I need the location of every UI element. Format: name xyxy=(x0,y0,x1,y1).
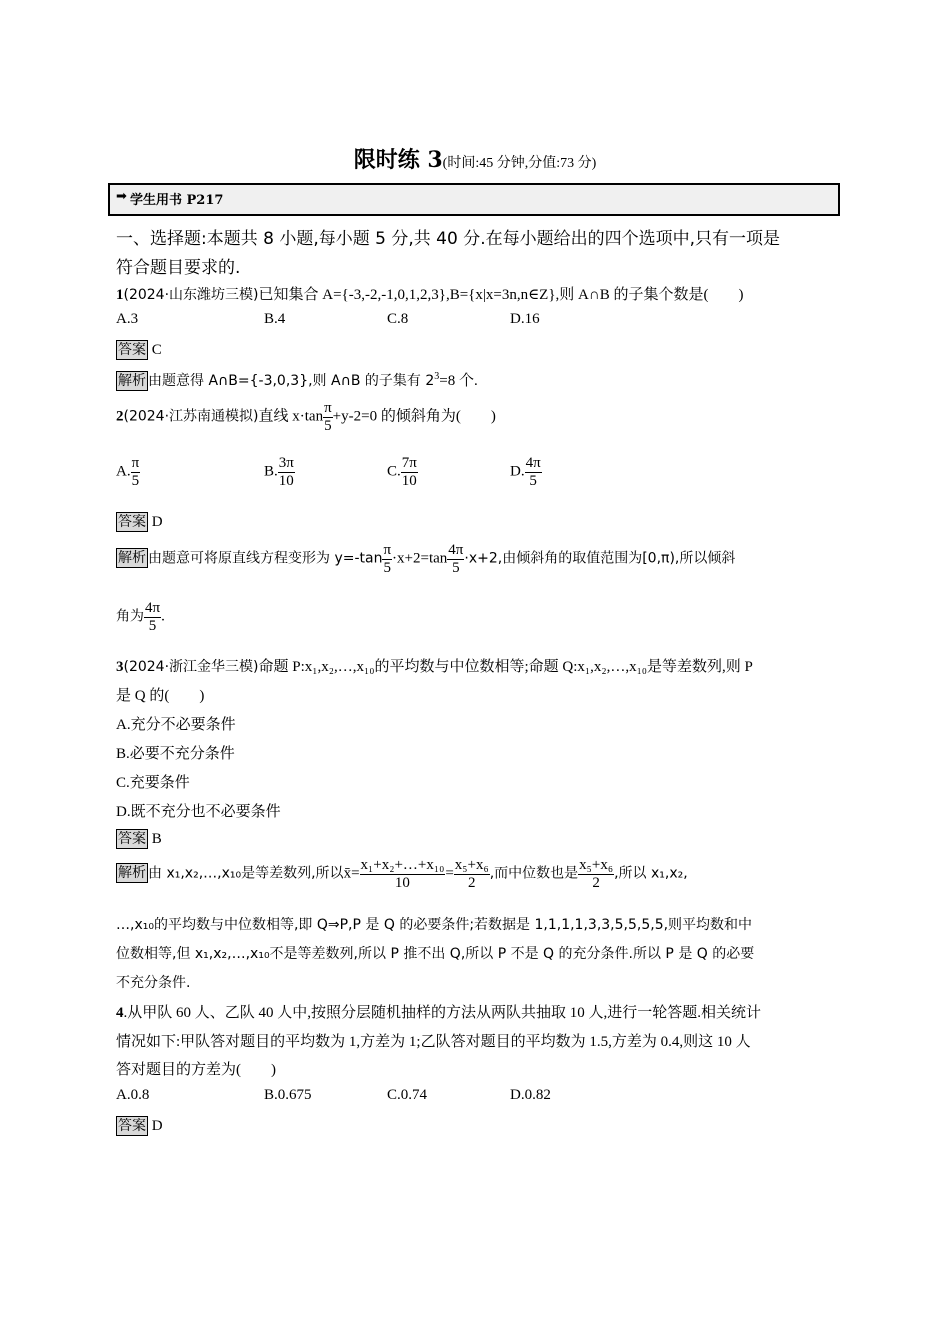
q4-stem-line1: 4.从甲队 60 人、乙队 40 人中,按照分层随机抽样的方法从两队共抽取 10 人,进行一轮答题.相关统计 xyxy=(116,1005,762,1021)
q1-text: 已知集合 A={-3,-2,-1,0,1,2,3},B={x|x=3n,n∈Z},则 A∩B 的子集个数是( ) xyxy=(258,287,744,303)
q1-analysis-text-a: 由题意得 A∩B={-3,0,3},则 A∩B 的子集有 2 xyxy=(148,373,435,389)
q1-option-a: A.3 xyxy=(116,311,139,327)
q4-answer-value: D xyxy=(151,1118,163,1134)
banner-text: 学生用书 P217 xyxy=(130,193,224,208)
analysis-tag: 解析 xyxy=(118,550,146,567)
q2-option-a: A. $\frac{\pi}{5}$ xyxy=(116,455,140,489)
q1-answer xyxy=(116,340,162,360)
q3-source: (2024·浙江金华三模) xyxy=(123,659,259,675)
q1-analysis xyxy=(116,369,478,391)
q3-stem-line1: 3(2024·浙江金华三模)命题 P:x₁,x₂,…,x₁₀的平均数与中位数相等;命题 Q:x₁,x₂,…,x₁₀是等差数列,则 P xyxy=(116,659,753,675)
q2-fraction-pi5: $\frac{\pi}{5}$ xyxy=(324,400,332,434)
q2-source: (2024·江苏南通模拟) xyxy=(123,408,259,425)
q4-number: 4 xyxy=(116,1005,124,1021)
q2-number: 2 xyxy=(116,408,124,425)
title-main: 限时练 3 xyxy=(353,147,443,173)
q3-option-a: A.充分不必要条件 xyxy=(116,717,236,733)
analysis-tag: 解析 xyxy=(118,865,146,882)
q3-option-c: C.充要条件 xyxy=(116,775,190,791)
q4-stem-line3: 答对题目的方差为( ) xyxy=(116,1062,276,1078)
q3-answer-value: B xyxy=(151,831,162,847)
answer-tag: 答案 xyxy=(118,342,146,358)
answer-tag: 答案 xyxy=(118,1118,146,1134)
q2-text-b: +y-2=0 的倾斜角为( ) xyxy=(332,408,496,425)
q2-answer-value: D xyxy=(151,514,163,530)
analysis-tag: 解析 xyxy=(118,373,146,389)
q3-option-b: B.必要不充分条件 xyxy=(116,746,235,762)
q3-option-d: D.既不充分也不必要条件 xyxy=(116,804,281,820)
q2-option-d: D. $\frac{4\pi}{5}$ xyxy=(510,455,541,489)
section-heading-line2: 符合题目要求的. xyxy=(116,258,241,278)
q1-number: 1 xyxy=(116,287,124,303)
title-sub: (时间:45 分钟,分值:73 分) xyxy=(442,156,597,171)
q3-analysis-line4: 不充分条件. xyxy=(116,975,191,991)
q1-option-d: D.16 xyxy=(510,311,540,327)
section-heading-line1: 一、选择题:本题共 8 小题,每小题 5 分,共 40 分.在每小题给出的四个选项中,只有一项是 xyxy=(116,229,781,249)
q1-analysis-text-b: =8 个. xyxy=(439,373,478,389)
q2-analysis-line2: 角为 $\frac{4\pi}{5}$ . xyxy=(116,600,165,634)
arrow-icon: ➡ xyxy=(116,189,127,204)
student-book-banner xyxy=(108,183,840,216)
q4-stem-line2: 情况如下:甲队答对题目的平均数为 1,方差为 1;乙队答对题目的平均数为 1.5,方差为 0.4,则这 10 人 xyxy=(116,1034,751,1050)
q1-option-c: C.8 xyxy=(387,311,409,327)
answer-tag: 答案 xyxy=(118,831,146,847)
page-title xyxy=(0,143,950,174)
q1-answer-value: C xyxy=(151,342,162,358)
q4-option-d: D.0.82 xyxy=(510,1087,551,1103)
q2-answer xyxy=(116,512,163,532)
q2-text-a: 直线 x·tan xyxy=(258,408,324,425)
q3-stem-line2: 是 Q 的( ) xyxy=(116,688,205,704)
q4-option-b: B.0.675 xyxy=(264,1087,312,1103)
q2-analysis-line1: 解析 由题意可将原直线方程变形为 y=-tan $\frac{\pi}{5}$ ·x+2=tan $\frac{4\pi}{5}$ ·x+2,由倾斜角的取值范围为[0,π),所以倾斜 xyxy=(118,542,736,576)
q3-analysis-line2: …,x₁₀的平均数与中位数相等,即 Q⇒P,P 是 Q 的必要条件;若数据是 1,1,1,1,3,3,5,5,5,5,则平均数和中 xyxy=(116,917,753,933)
q2-option-b: B. $\frac{3\pi}{10}$ xyxy=(264,455,294,489)
answer-tag: 答案 xyxy=(118,514,146,530)
q3-analysis-line1: 解析 由 x₁,x₂,…,x₁₀是等差数列,所以x̄= $\frac{\text{x₁+x₂+…+x₁₀}}{10}$ = $\frac{\text{x₅+x₆}}{2}$ ,而中位数也是 $\frac{\text{x₅+x₆}}{2}$ ,所以 x₁,x₂, xyxy=(118,857,688,891)
q4-option-a: A.0.8 xyxy=(116,1087,150,1103)
q1-analysis-sup: 3 xyxy=(434,371,440,382)
q1-option-b: B.4 xyxy=(264,311,286,327)
q2-option-c: C. $\frac{7\pi}{10}$ xyxy=(387,455,417,489)
q3-analysis-line3: 位数相等,但 x₁,x₂,…,x₁₀不是等差数列,所以 P 推不出 Q,所以 P 不是 Q 的充分条件.所以 P 是 Q 的必要 xyxy=(116,946,755,962)
q3-number: 3 xyxy=(116,659,124,675)
q1-source: (2024·山东潍坊三模) xyxy=(123,287,259,303)
q2-stem xyxy=(116,400,496,434)
q1-stem xyxy=(116,283,743,304)
q4-answer xyxy=(116,1116,163,1136)
q3-answer xyxy=(116,829,162,849)
q4-option-c: C.0.74 xyxy=(387,1087,428,1103)
